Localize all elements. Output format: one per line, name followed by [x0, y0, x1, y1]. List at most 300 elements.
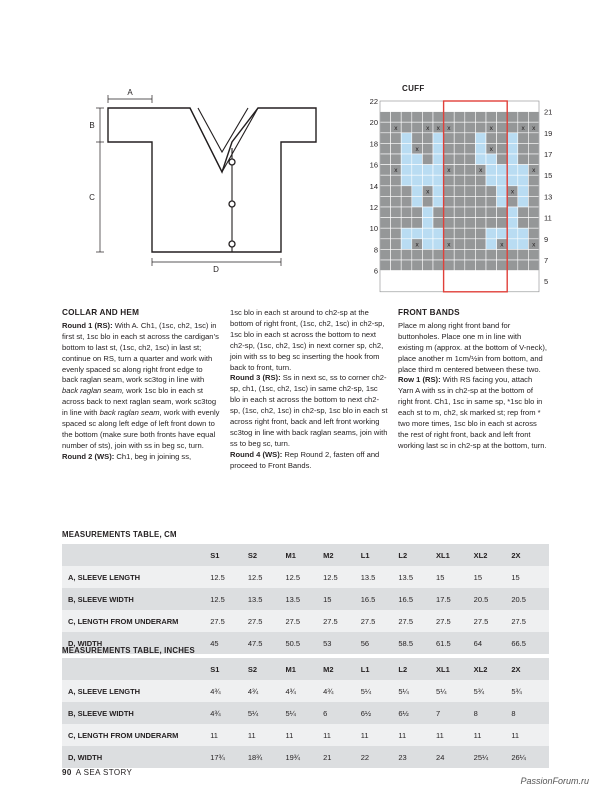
chart-cell	[518, 239, 529, 250]
table-cell: 4¾	[248, 680, 286, 702]
chart-cell	[401, 175, 412, 186]
table-cell: 12.5	[323, 566, 361, 588]
chart-cell	[444, 112, 455, 123]
row-number-right: 7	[544, 256, 549, 265]
chart-cell	[465, 101, 476, 112]
table-cell: 27.5	[361, 610, 399, 632]
chart-cell	[401, 281, 412, 292]
table-row	[62, 702, 549, 724]
round1-text: With A. Ch1, (1sc, ch2, 1sc) in first st, 1sc blo in each st across the cardigan’s bottom to last st, (1sc, ch2, 1sc) in last st; continue on RS, turn a quarter and work with evenly spaced sc along right front edge to back raglan seam, work sc3tog in line with	[62, 320, 219, 385]
chart-x-mark: x	[532, 241, 536, 249]
row-number-left: 10	[369, 224, 378, 234]
chart-cell	[380, 154, 391, 165]
chart-cell	[412, 101, 423, 112]
row1-text: With RS facing you, attach Yarn A with ss in ch2-sp at the bottom of right front. Ch1, 1sc in same sp, *1sc blo in each st to m, ch2, sk marked st; rep from * two more times, 1sc blo in each st across the rest of right front, back and left front working last sc in ch2-sp at the bottom, turn.	[398, 375, 547, 450]
chart-cell	[412, 249, 423, 260]
chart-cell	[486, 101, 497, 112]
chart-cell	[412, 271, 423, 282]
chart-cell	[528, 207, 539, 218]
table-cell: 27.5	[398, 610, 436, 632]
chart-cell	[391, 175, 402, 186]
chart-cell	[507, 228, 518, 239]
chart-cell	[380, 101, 391, 112]
measurements-table-inches	[62, 658, 549, 768]
chart-cell	[528, 218, 539, 229]
chart-cell	[497, 186, 508, 197]
chart-cell	[412, 281, 423, 292]
row-number-right: 13	[544, 192, 553, 202]
chart-cell	[422, 260, 433, 271]
chart-cell	[528, 133, 539, 144]
collar-instructions	[62, 321, 220, 463]
chart-x-mark: x	[489, 124, 493, 132]
chart-cell	[475, 249, 486, 260]
chart-cell	[433, 239, 444, 250]
front-bands-text: Place m along right front band for buttonholes. Place one m in line with existing m (approx. at the bottom of V-neck), place another m 1cm/½in from bottom, and place third m centered between these two.	[398, 320, 547, 374]
chart-cell	[518, 143, 529, 154]
row-number-right: 21	[544, 107, 553, 117]
chart-cell	[412, 196, 423, 207]
dimension-b-label: B	[89, 121, 95, 130]
chart-cell	[497, 122, 508, 133]
table-cell: 4¾	[323, 680, 361, 702]
chart-cell	[475, 281, 486, 292]
chart-cell	[507, 112, 518, 123]
chart-cell	[454, 249, 465, 260]
round3-label: Round 3 (RS):	[230, 373, 281, 383]
chart-cell	[497, 175, 508, 186]
chart-cell	[401, 239, 412, 250]
size-header: M2	[323, 544, 361, 566]
chart-cell	[433, 196, 444, 207]
chart-cell	[475, 186, 486, 197]
size-header: XL2	[474, 658, 512, 680]
row-number-left: 18	[369, 139, 378, 149]
chart-cell	[528, 249, 539, 260]
chart-cell	[454, 228, 465, 239]
table-cell: 15	[436, 566, 474, 588]
chart-cell	[380, 218, 391, 229]
chart-cell	[380, 175, 391, 186]
chart-cell	[497, 249, 508, 260]
chart-cell	[475, 112, 486, 123]
chart-cell	[422, 207, 433, 218]
chart-cell	[422, 133, 433, 144]
chart-cell	[507, 239, 518, 250]
round2-label: Round 2 (WS):	[62, 451, 115, 461]
chart-x-mark: x	[447, 167, 451, 175]
chart-cell	[422, 281, 433, 292]
magazine-title: A SEA STORY	[75, 768, 133, 777]
chart-cell	[486, 196, 497, 207]
chart-cell	[444, 207, 455, 218]
chart-cell	[444, 154, 455, 165]
chart-cell	[528, 281, 539, 292]
chart-cell	[497, 271, 508, 282]
chart-cell	[401, 218, 412, 229]
row-label: B, SLEEVE WIDTH	[62, 588, 210, 610]
chart-cell	[497, 281, 508, 292]
chart-cell	[412, 175, 423, 186]
chart-cell	[497, 101, 508, 112]
chart-cell	[454, 218, 465, 229]
chart-cell	[486, 228, 497, 239]
chart-cell	[486, 112, 497, 123]
chart-cell	[433, 271, 444, 282]
chart-cell	[497, 154, 508, 165]
chart-cell	[412, 122, 423, 133]
table-cell: 16.5	[361, 588, 399, 610]
chart-cell	[444, 228, 455, 239]
size-header: 2X	[511, 658, 549, 680]
chart-cell	[401, 260, 412, 271]
chart-cell	[465, 260, 476, 271]
chart-cell	[486, 271, 497, 282]
table-cell: 27.5	[511, 610, 549, 632]
chart-cell	[391, 218, 402, 229]
chart-cell	[391, 154, 402, 165]
chart-cell	[475, 218, 486, 229]
table-header-row	[62, 544, 549, 566]
table-cell: 27.5	[210, 610, 248, 632]
chart-cell	[507, 165, 518, 176]
chart-cell	[518, 281, 529, 292]
chart-cell	[486, 207, 497, 218]
row-label: C, LENGTH FROM UNDERARM	[62, 610, 210, 632]
chart-cell	[412, 165, 423, 176]
row-number-left: 20	[369, 118, 378, 128]
chart-cell	[380, 133, 391, 144]
chart-cell	[454, 175, 465, 186]
front-bands-section	[398, 308, 548, 452]
chart-cell	[422, 239, 433, 250]
chart-x-mark: x	[500, 241, 504, 249]
chart-cell	[391, 133, 402, 144]
table-cell: 58.5	[398, 632, 436, 654]
chart-cell	[401, 133, 412, 144]
cuff-chart-title: CUFF	[402, 84, 425, 93]
chart-cell	[465, 143, 476, 154]
chart-cell	[507, 260, 518, 271]
chart-cell	[528, 154, 539, 165]
row-number-right: 17	[544, 150, 553, 159]
chart-cell	[465, 112, 476, 123]
table-corner-cell	[62, 544, 210, 566]
table-cell: 12.5	[210, 588, 248, 610]
chart-cell	[412, 207, 423, 218]
chart-cell	[528, 143, 539, 154]
chart-cell	[380, 165, 391, 176]
chart-cell	[454, 207, 465, 218]
chart-cell	[454, 260, 465, 271]
chart-cell	[486, 154, 497, 165]
chart-cell	[401, 154, 412, 165]
round4-label: Round 4 (WS):	[230, 449, 283, 459]
table-cell: 11	[285, 724, 323, 746]
chart-cell	[422, 154, 433, 165]
dimension-d-label: D	[213, 265, 219, 274]
chart-cell	[497, 112, 508, 123]
chart-cell	[391, 249, 402, 260]
size-header: L1	[361, 544, 399, 566]
chart-cell	[391, 101, 402, 112]
chart-cell	[486, 165, 497, 176]
cardigan-schematic	[86, 86, 316, 272]
table-cell: 19¾	[285, 746, 323, 768]
row-number-right: 15	[544, 171, 553, 181]
table-cell: 17.5	[436, 588, 474, 610]
row-number-right: 19	[544, 128, 553, 138]
table-inches-title: MEASUREMENTS TABLE, INCHES	[62, 646, 195, 655]
row-label: A, SLEEVE LENGTH	[62, 566, 210, 588]
table-cell: 7	[436, 702, 474, 724]
chart-cell	[507, 101, 518, 112]
chart-cell	[391, 196, 402, 207]
chart-cell	[528, 175, 539, 186]
chart-cell	[465, 239, 476, 250]
table-cell: 27.5	[436, 610, 474, 632]
chart-cell	[401, 196, 412, 207]
table-cell: 15	[323, 588, 361, 610]
chart-cell	[475, 239, 486, 250]
chart-cell	[380, 196, 391, 207]
row-number-left: 12	[369, 203, 378, 212]
chart-cell	[444, 271, 455, 282]
chart-cell	[380, 207, 391, 218]
chart-cell	[444, 260, 455, 271]
table-row	[62, 566, 549, 588]
table-cell: 61.5	[436, 632, 474, 654]
chart-cell	[465, 218, 476, 229]
chart-cell	[433, 260, 444, 271]
chart-cell	[528, 228, 539, 239]
chart-cell	[454, 154, 465, 165]
chart-cell	[497, 207, 508, 218]
chart-cell	[497, 218, 508, 229]
chart-cell	[475, 271, 486, 282]
chart-cell	[422, 228, 433, 239]
chart-cell	[422, 112, 433, 123]
chart-cell	[454, 239, 465, 250]
measurements-table-cm	[62, 544, 549, 654]
table-cell: 45	[210, 632, 248, 654]
row-number-right: 11	[544, 213, 552, 223]
size-header: M1	[285, 658, 323, 680]
chart-cell	[422, 101, 433, 112]
chart-cell	[444, 196, 455, 207]
round1-text: work 1sc blo in each st across back to next raglan seam, work sc3tog in line with	[62, 386, 217, 418]
chart-x-mark: x	[510, 188, 515, 196]
chart-cell	[518, 271, 529, 282]
round2-continued	[230, 308, 388, 472]
row-number-right: 5	[544, 277, 549, 287]
chart-cell	[454, 122, 465, 133]
table-cell: 11	[361, 724, 399, 746]
chart-cell	[475, 228, 486, 239]
chart-cell	[507, 249, 518, 260]
dimension-a-label: A	[127, 88, 133, 97]
chart-x-mark: x	[489, 146, 493, 153]
chart-cell	[454, 271, 465, 282]
chart-cell	[380, 239, 391, 250]
chart-cell	[454, 112, 465, 123]
table-cell: 5¾	[511, 680, 549, 702]
table-cell: 11	[436, 724, 474, 746]
chart-cell	[475, 101, 486, 112]
chart-cell	[454, 281, 465, 292]
table-cell: 50.5	[285, 632, 323, 654]
chart-cell	[507, 196, 518, 207]
table-cell: 12.5	[285, 566, 323, 588]
chart-cell	[380, 271, 391, 282]
chart-cell	[497, 228, 508, 239]
table-cell: 18¾	[248, 746, 286, 768]
chart-cell	[528, 186, 539, 197]
round4-text: Rep Round 2, fasten off and proceed to Front Bands.	[230, 449, 380, 470]
table-cell: 16.5	[398, 588, 436, 610]
size-header: S1	[210, 544, 248, 566]
size-header: S2	[248, 658, 286, 680]
chart-cell	[391, 271, 402, 282]
chart-cell	[444, 133, 455, 144]
chart-cell	[518, 165, 529, 176]
table-cell: 11	[474, 724, 512, 746]
chart-cell	[422, 249, 433, 260]
table-cell: 8	[474, 702, 512, 724]
table-cell: 4¾	[210, 702, 248, 724]
chart-cell	[380, 143, 391, 154]
chart-x-mark: x	[436, 124, 440, 132]
chart-cell	[422, 218, 433, 229]
chart-cell	[497, 260, 508, 271]
chart-x-mark: x	[415, 241, 419, 249]
chart-cell	[433, 228, 444, 239]
chart-cell	[401, 101, 412, 112]
page-footer	[62, 768, 132, 777]
size-header: XL2	[474, 544, 512, 566]
chart-cell	[412, 154, 423, 165]
table-cell: 21	[323, 746, 361, 768]
chart-cell	[391, 143, 402, 154]
table-cell: 6½	[398, 702, 436, 724]
table-cell: 6½	[361, 702, 399, 724]
table-cell: 11	[398, 724, 436, 746]
chart-cell	[380, 260, 391, 271]
cuff-colorwork-chart	[369, 95, 562, 295]
table-cell: 11	[248, 724, 286, 746]
chart-cell	[401, 165, 412, 176]
table-cell: 15	[511, 566, 549, 588]
chart-cell	[391, 207, 402, 218]
chart-cell	[475, 122, 486, 133]
chart-cell	[507, 133, 518, 144]
table-cell: 5¼	[248, 702, 286, 724]
chart-cell	[507, 122, 518, 133]
chart-cell	[444, 186, 455, 197]
chart-cell	[518, 228, 529, 239]
chart-cell	[412, 228, 423, 239]
chart-cell	[497, 165, 508, 176]
chart-cell	[475, 133, 486, 144]
chart-cell	[475, 143, 486, 154]
chart-cell	[412, 186, 423, 197]
chart-x-mark: x	[426, 188, 430, 196]
chart-cell	[507, 218, 518, 229]
chart-cell	[401, 122, 412, 133]
chart-cell	[507, 175, 518, 186]
chart-cell	[380, 228, 391, 239]
chart-cell	[401, 143, 412, 154]
chart-cell	[444, 281, 455, 292]
chart-x-mark: x	[521, 124, 525, 132]
table-header-row	[62, 658, 549, 680]
table-cell: 27.5	[474, 610, 512, 632]
chart-cell	[507, 143, 518, 154]
size-header: XL1	[436, 658, 474, 680]
chart-cell	[444, 175, 455, 186]
table-row	[62, 588, 549, 610]
chart-cell	[528, 196, 539, 207]
chart-cell	[454, 196, 465, 207]
chart-cell	[518, 249, 529, 260]
table-row	[62, 610, 549, 632]
chart-cell	[465, 228, 476, 239]
chart-cell	[401, 207, 412, 218]
table-cell: 53	[323, 632, 361, 654]
chart-cell	[433, 218, 444, 229]
table-cell: 5¼	[398, 680, 436, 702]
chart-cell	[454, 186, 465, 197]
table-cell: 20.5	[474, 588, 512, 610]
chart-cell	[486, 218, 497, 229]
chart-cell	[486, 133, 497, 144]
chart-cell	[433, 186, 444, 197]
chart-cell	[454, 101, 465, 112]
chart-cell	[507, 281, 518, 292]
chart-cell	[475, 154, 486, 165]
table-cell: 5¼	[361, 680, 399, 702]
chart-cell	[433, 249, 444, 260]
chart-cell	[475, 207, 486, 218]
table-cell: 12.5	[210, 566, 248, 588]
chart-cell	[486, 249, 497, 260]
chart-cell	[518, 133, 529, 144]
size-header: 2X	[511, 544, 549, 566]
chart-cell	[401, 249, 412, 260]
chart-cell	[433, 101, 444, 112]
chart-cell	[401, 271, 412, 282]
size-header: M1	[285, 544, 323, 566]
row1-label: Row 1 (RS):	[398, 375, 441, 385]
chart-cell	[518, 218, 529, 229]
chart-cell	[486, 239, 497, 250]
table-cell: 6	[323, 702, 361, 724]
chart-cell	[528, 101, 539, 112]
chart-cell	[433, 133, 444, 144]
chart-cell	[486, 175, 497, 186]
table-cell: 66.5	[511, 632, 549, 654]
chart-cell	[497, 133, 508, 144]
chart-cell	[518, 101, 529, 112]
round1-label: Round 1 (RS):	[62, 320, 113, 330]
chart-cell	[518, 175, 529, 186]
chart-cell	[465, 154, 476, 165]
size-header: S2	[248, 544, 286, 566]
chart-cell	[518, 260, 529, 271]
chart-cell	[465, 281, 476, 292]
row-label: D, WIDTH	[62, 632, 210, 654]
table-row	[62, 746, 549, 768]
